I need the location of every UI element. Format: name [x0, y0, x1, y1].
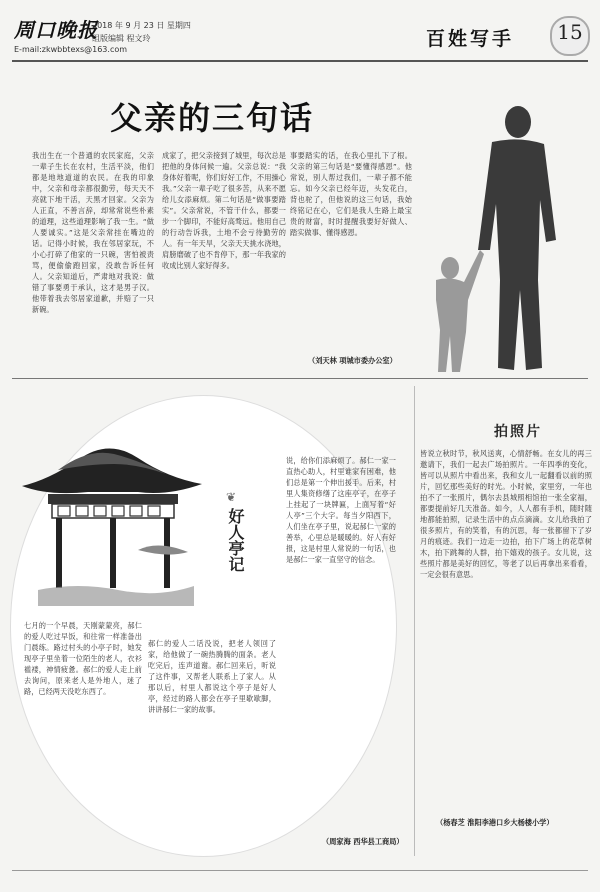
pavilion-illustration	[18, 440, 208, 610]
article-byline: （刘天林 项城市委办公室）	[308, 356, 397, 365]
title-ornament-icon: ❦	[226, 490, 237, 504]
page-number: 15	[557, 20, 583, 44]
footer-divider	[12, 870, 588, 871]
section-title: 百姓写手	[426, 28, 515, 50]
article-column: 成家了，把父亲接到了城里，每次总是把他的身体问候一遍。父亲总说：“我身体好着呢，你们好好工作，不用操心我。”父亲一辈子吃了很多苦，从来不愿给儿女添麻烦。第二句话是“做事要踏实”。父亲常说，不管干什么，都要一步一个脚印，不能好高骛远。他用自己的行动告诉我，土地不会亏待勤劳的人。有一年天旱，父亲天天挑水浇地，肩膀磨破了也不肯停下，那一年我家的收成比别人家好得多。	[162, 151, 286, 270]
article-title: 拍照片	[494, 424, 542, 440]
section-divider	[12, 378, 588, 379]
article-byline: （杨春芝 淮阳李港口乡大杨楼小学）	[436, 818, 554, 827]
article-byline: （周家海 西华县工商局）	[322, 837, 404, 846]
issue-date: 2018 年 9 月 23 日 星期四	[92, 21, 191, 30]
newspaper-logo: 周口晚报	[14, 18, 98, 42]
article-title: 好人亭记	[226, 508, 245, 572]
father-child-silhouette	[420, 100, 570, 378]
editor-credit: 组版编辑 程文玲	[92, 34, 151, 43]
article-column: 说，给你们添麻烦了。郝仁一家一直热心助人，村里谁家有困难，他们总是第一个伸出援手。后来，村里人集资修缮了这座亭子，在亭子上挂起了一块牌匾，上面写着“好人亭”三个大字。每当夕阳西下，人们坐在亭子里，说起郝仁一家的善举，心里总是暖暖的。好人有好报，这是村里人常说的一句话，也是郝仁一家一直坚守的信念。	[286, 456, 396, 564]
header-divider	[12, 60, 588, 62]
article-column: 郝仁的爱人二话没说，把老人领回了家，给他做了一碗热腾腾的面条。老人吃完后，连声道谢。郝仁回来后，听说了这件事，又帮老人联系上了家人。从那以后，村里人都说这个亭子是好人亭，经过的路人都会在亭子里歇歇脚，讲讲郝仁一家的故事。	[148, 639, 276, 714]
article-body: 皆说立秋时节，秋风送爽，心情舒畅。在女儿的再三邀请下，我们一起去广场拍照片。一年四季的变化，皆可以从照片中看出来，我和女儿一起翻看以前的照片，回忆那些美好的时光。小时候，家里穷，一年也拍不了一张照片，偶尔去县城照相馆拍一张全家福，都要提前好几天准备。如今，人人都有手机，随时随地都能拍照，记录生活中的点点滴滴。女儿给我拍了很多照片，有的笑着，有的沉思，每一张都留下了岁月的痕迹。我们一边走一边拍，拍下广场上的花草树木，拍下跳舞的人群，拍下嬉戏的孩子。女儿说，这些照片都是美好的回忆，等老了以后再拿出来看看，一定会很有意思。	[420, 449, 592, 579]
article-title: 父亲的三句话	[110, 99, 315, 137]
article-column: 我出生在一个普通的农民家庭，父亲一辈子生长在农村，生活平淡，他们都是地地道道的农民。在我的印象中，父亲和母亲都很勤劳，每天天不亮就下地干活，天黑才回家。父亲为人正直，不善言辞，却常常说些朴素的道理，这些道理影响了我一生。“做人要诚实。”这是父亲常挂在嘴边的话。记得小时候，我在邻居家玩，不小心打碎了他家的一只碗，害怕被责骂，便偷偷跑回家，没敢告诉任何人。父亲知道后，严肃地对我说：做错了事要勇于承认，这才是男子汉。他带着我去邻居家道歉，并赔了一只新碗。	[32, 151, 154, 314]
column-divider	[414, 386, 415, 856]
article-column: 七月的一个早晨，天刚蒙蒙亮，郝仁的爱人吃过早饭，和往常一样准备出门晨练。路过村头的小亭子时，她发现亭子里坐着一位陌生的老人，衣衫褴褛，神情疲惫。郝仁的爱人走上前去询问，原来老人是外地人，迷了路，已经两天没吃东西了。	[24, 621, 142, 696]
article-column: 事要踏实的话，在我心里扎下了根。父亲的第三句话是“要懂得感恩”。他常说，别人帮过我们，一辈子都不能忘。如今父亲已经年迈，头发花白，背也驼了，但他说的这三句话，我始终铭记在心，它们是我人生路上最宝贵的财富，时时提醒我要好好做人、踏实做事、懂得感恩。	[290, 151, 412, 237]
contact-email: E-mail:zkwbbtexs@163.com	[14, 45, 128, 54]
